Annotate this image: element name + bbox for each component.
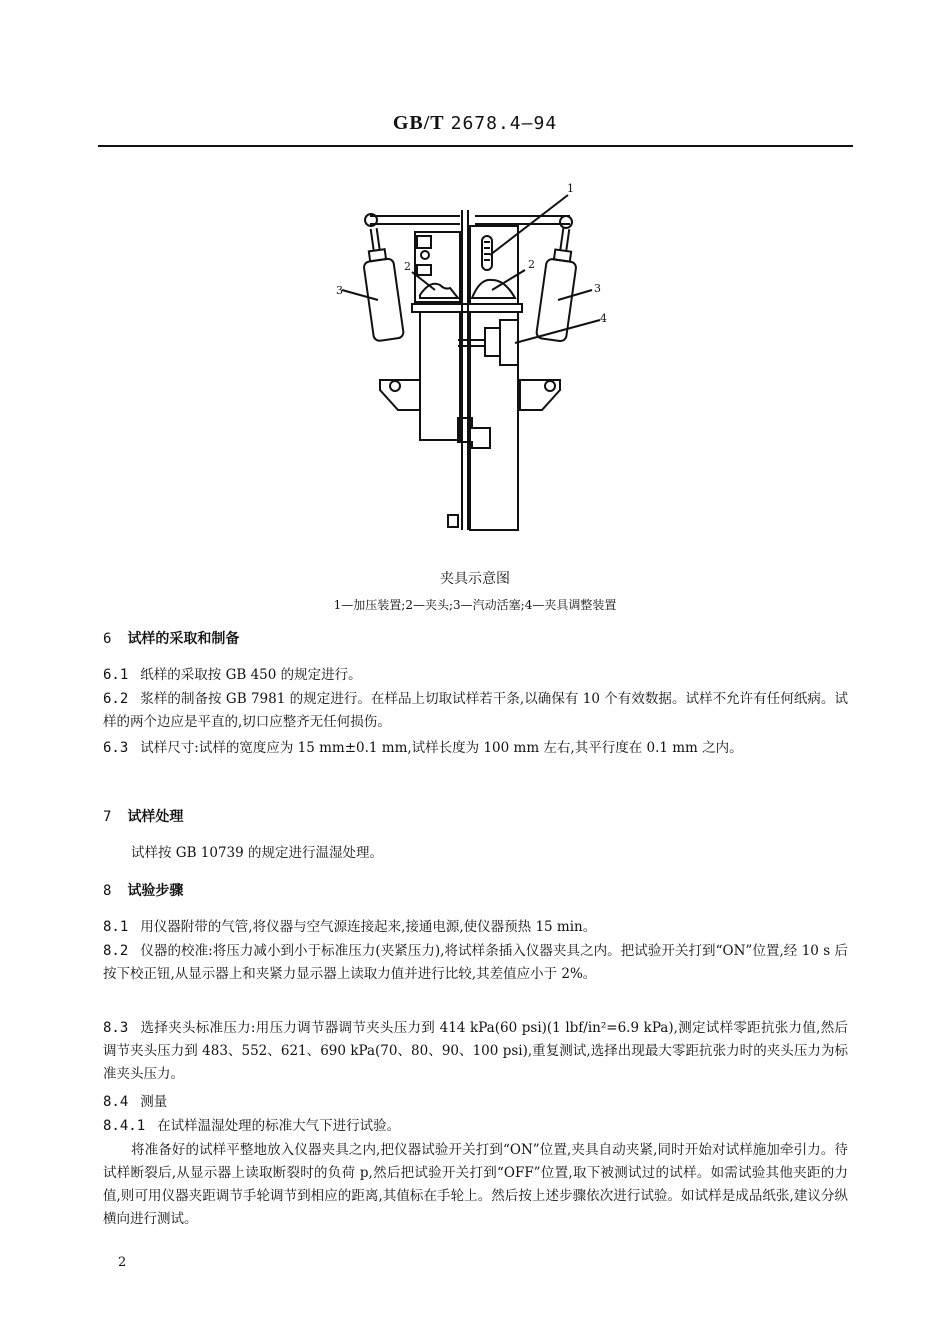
clamp-diagram — [320, 180, 620, 540]
callout-3-left: 3 — [336, 284, 343, 297]
header-rule — [98, 145, 853, 147]
section-8-heading: 8 试验步骤 — [103, 883, 184, 899]
figure-legend: 1—加压装置;2—夹头;3—汽动活塞;4—夹具调整装置 — [333, 598, 617, 612]
section-7-heading: 7 试样处理 — [103, 809, 184, 825]
callout-1: 1 — [567, 182, 574, 195]
clause-8-3: 8.3 选择夹头标准压力:用压力调节器调节夹头压力到 414 kPa(60 psi)(1 lbf/in²=6.9 kPa),测定试样零距抗张力值,然后调节夹头压力到 483、552、621、690 kPa(70、80、90、100 psi),重复测试,选择出现最大零距抗张力时的夹头压力为标准夹头压力。 — [103, 1020, 848, 1082]
standard-number: 2678.4—94 — [450, 113, 558, 134]
clamp-diagram-drawing — [320, 180, 620, 540]
clause-8-4: 8.4 测量 — [103, 1094, 168, 1110]
section-7-body: 试样按 GB 10739 的规定进行温湿处理。 — [131, 845, 384, 861]
page-number: 2 — [118, 1255, 127, 1270]
document-header — [0, 112, 950, 135]
callout-2-right: 2 — [528, 258, 535, 271]
callout-4: 4 — [600, 312, 607, 325]
figure-caption: 夹具示意图 — [440, 571, 510, 587]
callout-3-right: 3 — [594, 282, 601, 295]
clause-8-2: 8.2 仪器的校准:将压力减小到小于标准压力(夹紧压力),将试样条插入仪器夹具之内。把试验开关打到“ON”位置,经 10 s 后按下校正钮,从显示器上和夹紧力显示器上读取力值并进行比较,其差值应小于 2%。 — [103, 943, 848, 982]
clause-6-1: 6.1 纸样的采取按 GB 450 的规定进行。 — [103, 667, 362, 683]
callout-2-left: 2 — [404, 260, 411, 273]
section-6 — [103, 628, 848, 651]
clause-6-3: 6.3 试样尺寸:试样的宽度应为 15 mm±0.1 mm,试样长度为 100 mm 左右,其平行度在 0.1 mm 之内。 — [103, 740, 743, 756]
section-6-heading: 6 试样的采取和制备 — [103, 631, 240, 647]
clause-8-4-1: 8.4.1 在试样温湿处理的标准大气下进行试验。 — [103, 1118, 401, 1134]
standard-prefix: GB/T — [392, 112, 445, 134]
clause-6-2: 6.2 浆样的制备按 GB 7981 的规定进行。在样品上切取试样若干条,以确保有 10 个有效数据。试样不允许有任何纸病。试样的两个边应是平直的,切口应整齐无任何损伤。 — [103, 691, 848, 730]
clause-8-4-1-paragraph: 将准备好的试样平整地放入仪器夹具之内,把仪器试验开关打到“ON”位置,夹具自动夹紧,同时开始对试样施加牵引力。待试样断裂后,从显示器上读取断裂时的负荷 p,然后把试验开关打到“OFF”位置,取下被测试过的试样。如需试验其他夹距的力值,则可用仪器夹距调节手轮调节到相应的距离,其值标在手轮上。然后按上述步骤依次进行试验。如试样是成品纸张,建议分纵横向进行测试。 — [103, 1142, 848, 1227]
clause-8-1: 8.1 用仪器附带的气管,将仪器与空气源连接起来,接通电源,使仪器预热 15 min。 — [103, 919, 597, 935]
